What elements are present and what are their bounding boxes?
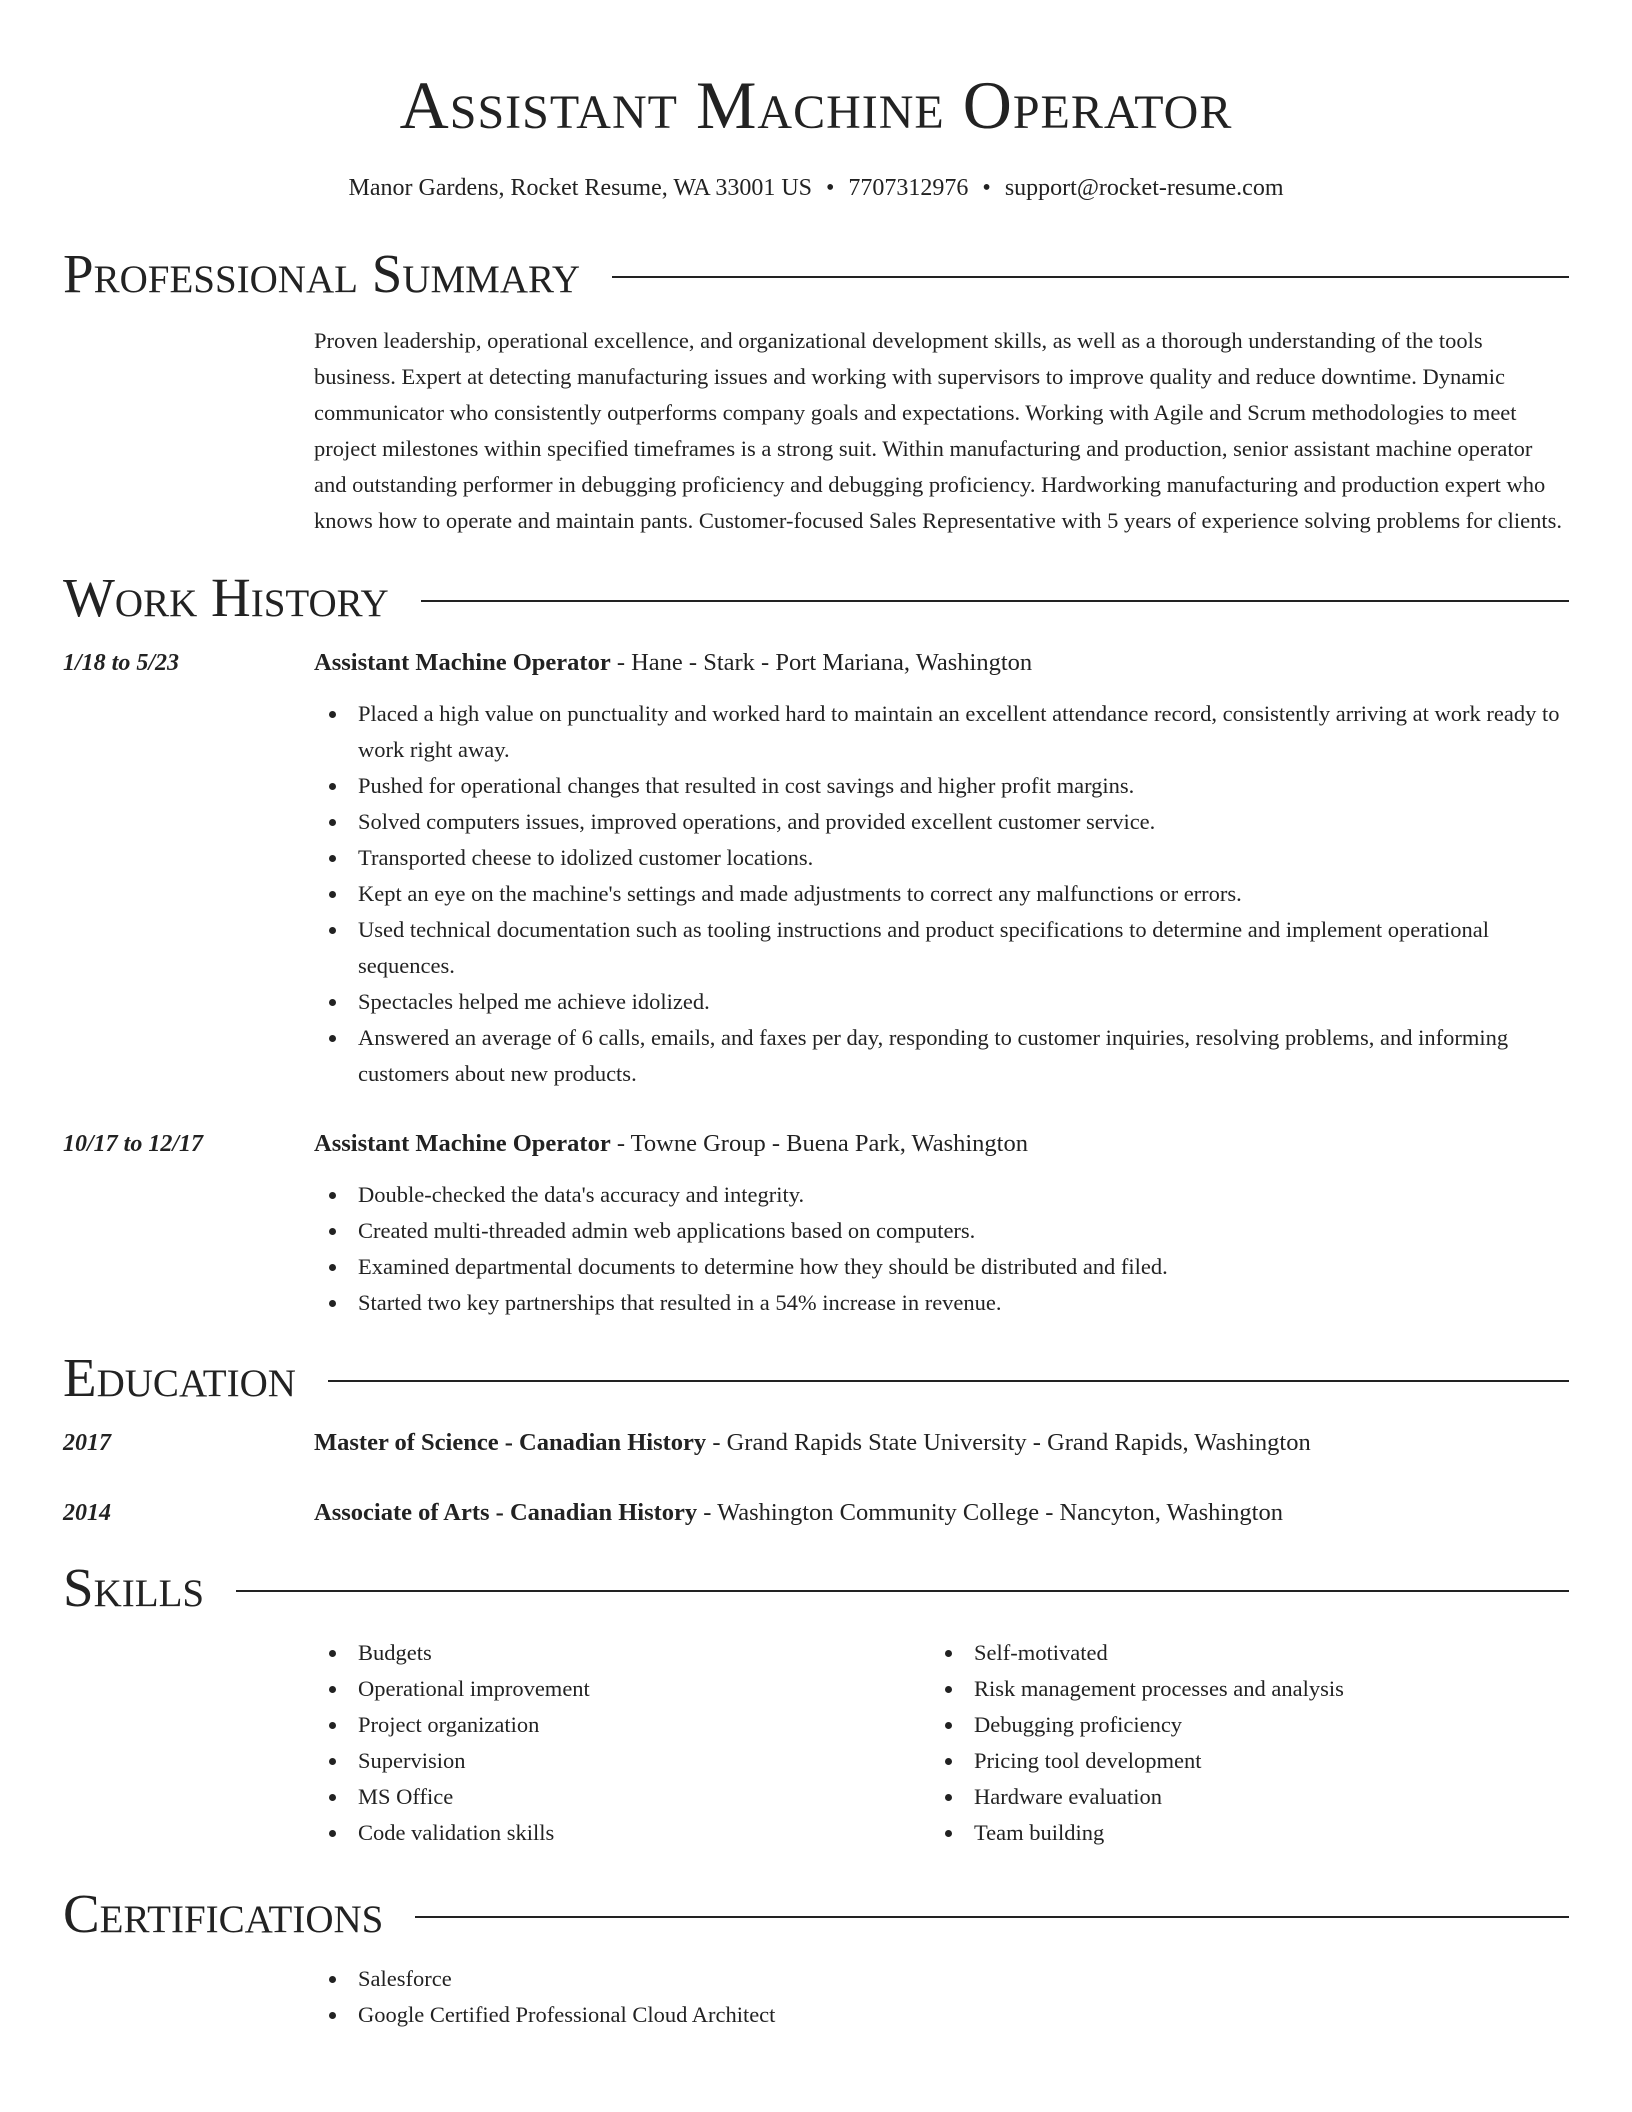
section-title-work-history: Work History [63,567,389,628]
section-divider [236,1590,1569,1592]
contact-separator: • [982,175,991,201]
section-divider [328,1380,1569,1382]
contact-phone: 7707312976 [848,175,969,201]
job-heading [314,645,1569,681]
job-bullets [314,1177,1569,1321]
skill-item: Self-motivated [930,1635,1546,1671]
section-title-education: Education [63,1347,296,1408]
job-bullets [314,696,1569,1092]
section-header [63,243,1569,305]
list-item: Solved computers issues, improved operations, and provided excellent customer service. [314,804,1569,840]
education-school: - Grand Rapids State University - Grand Rapids, Washington [706,1429,1311,1456]
section-header [63,567,1569,629]
list-item: Created multi-threaded admin web applications based on computers. [314,1213,1569,1249]
summary-section [63,243,1569,539]
skill-item: Team building [930,1815,1546,1851]
section-divider [612,276,1569,278]
education-degree: Master of Science - Canadian History [314,1429,707,1456]
job-role: Assistant Machine Operator [314,649,611,676]
job-dates: 1/18 to 5/23 [63,650,180,676]
section-divider [415,1916,1569,1918]
section-header [63,1557,1569,1619]
list-item: Examined departmental documents to determine how they should be distributed and filed. [314,1249,1569,1285]
list-item: Answered an average of 6 calls, emails, and faxes per day, responding to customer inquiries, resolving problems, and informing customers about new products. [314,1020,1569,1092]
job-entry [63,1126,1569,1321]
skill-item: Debugging proficiency [930,1707,1546,1743]
summary-text: Proven leadership, operational excellence, and organizational development skills, as well as a thorough understanding of the tools business. Expert at detecting manufacturing issues and working with supervisors to improve quality and reduce downtime. Dynamic communicator who consistently outperforms company goals and expectations. Working with Agile and Scrum methodologies to meet project milestones within specified timeframes is a strong suit. Within manufacturing and production, senior assistant machine operator and outstanding performer in debugging proficiency and debugging proficiency. Hardworking manufacturing and production expert who knows how to operate and maintain pants. Customer-focused Sales Representative with 5 years of experience solving problems for clients. [314,328,1562,533]
job-entry [63,645,1569,1092]
list-item: Kept an eye on the machine's settings and made adjustments to correct any malfunctions or errors. [314,876,1569,912]
education-school: - Washington Community College - Nancyton, Washington [697,1499,1283,1526]
job-dates: 10/17 to 12/17 [63,1131,204,1157]
education-section [63,1347,1569,1531]
section-title-certifications: Certifications [63,1883,384,1944]
section-title-skills: Skills [63,1557,205,1618]
contact-separator: • [826,175,835,201]
list-item: Double-checked the data's accuracy and integrity. [314,1177,1569,1213]
education-heading [314,1495,1569,1531]
list-item: Placed a high value on punctuality and worked hard to maintain an excellent attendance record, consistently arriving at work ready to work right away. [314,696,1569,768]
education-entry [63,1425,1569,1461]
education-year: 2014 [63,1500,111,1526]
section-header [63,1883,1569,1945]
list-item: Pushed for operational changes that resulted in cost savings and higher profit margins. [314,768,1569,804]
job-heading [314,1126,1569,1162]
job-role: Assistant Machine Operator [314,1130,611,1157]
skills-list-right [930,1635,1546,1851]
list-item: Started two key partnerships that resulted in a 54% increase in revenue. [314,1285,1569,1321]
list-item: Transported cheese to idolized customer locations. [314,840,1569,876]
certification-item: Salesforce [314,1961,1569,1997]
skill-item: MS Office [314,1779,930,1815]
contact-email: support@rocket-resume.com [1004,175,1284,201]
skill-item: Code validation skills [314,1815,930,1851]
education-degree: Associate of Arts - Canadian History [314,1499,698,1526]
section-header [63,1347,1569,1409]
skills-list-left [314,1635,930,1851]
section-divider [421,600,1569,602]
skill-item: Budgets [314,1635,930,1671]
certification-item: Google Certified Professional Cloud Architect [314,1997,1569,2033]
education-heading [314,1425,1569,1461]
contact-line [63,173,1569,203]
list-item: Spectacles helped me achieve idolized. [314,984,1569,1020]
work-history-section [63,567,1569,1321]
skill-item: Operational improvement [314,1671,930,1707]
contact-address: Manor Gardens, Rocket Resume, WA 33001 US [348,175,812,201]
skills-section [63,1557,1569,1851]
skill-item: Risk management processes and analysis [930,1671,1546,1707]
skill-item: Supervision [314,1743,930,1779]
certifications-section [63,1883,1569,2033]
skill-item: Project organization [314,1707,930,1743]
job-company: - Towne Group - Buena Park, Washington [610,1130,1028,1157]
job-list [63,645,1569,1321]
education-list [63,1425,1569,1531]
education-year: 2017 [63,1430,111,1456]
certifications-list [314,1961,1569,2033]
section-title-summary: Professional Summary [63,243,581,304]
skill-item: Hardware evaluation [930,1779,1546,1815]
list-item: Used technical documentation such as tooling instructions and product specifications to determine and implement operational sequences. [314,912,1569,984]
resume-name: Assistant Machine Operator [399,67,1233,143]
education-entry [63,1495,1569,1531]
job-company: - Hane - Stark - Port Mariana, Washington [610,649,1033,676]
skill-item: Pricing tool development [930,1743,1546,1779]
